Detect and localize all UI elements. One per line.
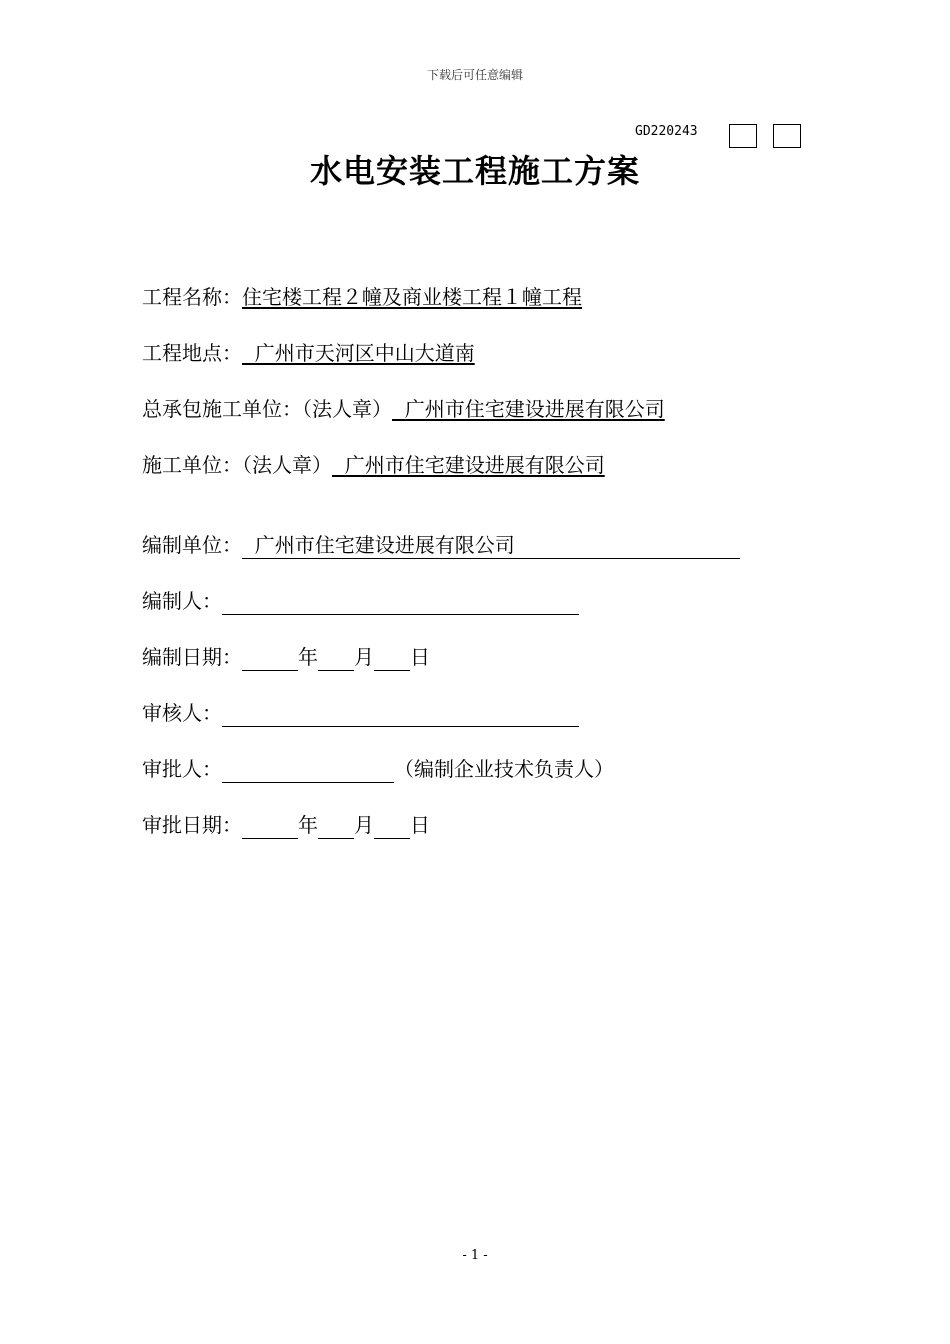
year-label: 年	[298, 645, 318, 669]
compiler-label: 编制人：	[142, 589, 222, 613]
contractor-row	[142, 451, 605, 479]
day-label: 日	[410, 813, 430, 837]
approver-note: （编制企业技术负责人）	[394, 757, 614, 781]
day-label: 日	[410, 645, 430, 669]
compile-date-label: 编制日期：	[142, 645, 242, 669]
compiler-blank[interactable]	[222, 592, 579, 615]
compile-month-blank[interactable]	[318, 648, 354, 671]
location-value: 广州市天河区中山大道南	[242, 341, 475, 365]
approve-date-row	[142, 811, 430, 839]
approve-year-blank[interactable]	[242, 816, 298, 839]
approve-date-label: 审批日期：	[142, 813, 242, 837]
document-code: GD220243	[635, 124, 698, 139]
project-name-value: 住宅楼工程２幢及商业楼工程１幢工程	[242, 285, 582, 309]
approver-blank[interactable]	[222, 760, 394, 783]
location-row	[142, 339, 475, 367]
month-label: 月	[354, 813, 374, 837]
contractor-label: 施工单位：（法人章）	[142, 453, 332, 477]
general-contractor-value: 广州市住宅建设进展有限公司	[392, 397, 665, 421]
compiler-unit-label: 编制单位：	[142, 533, 242, 557]
compiler-unit-value: 广州市住宅建设进展有限公司	[242, 532, 740, 559]
approve-month-blank[interactable]	[318, 816, 354, 839]
contractor-value: 广州市住宅建设进展有限公司	[332, 453, 605, 477]
approver-row	[142, 755, 614, 783]
checkbox-2[interactable]	[773, 124, 801, 148]
month-label: 月	[354, 645, 374, 669]
approve-day-blank[interactable]	[374, 816, 410, 839]
compiler-row	[142, 587, 579, 615]
year-label: 年	[298, 813, 318, 837]
compiler-unit-row	[142, 531, 740, 559]
page-number: - 1 -	[462, 1248, 488, 1263]
header-note: 下载后可任意编辑	[426, 68, 523, 82]
reviewer-blank[interactable]	[222, 704, 579, 727]
compile-day-blank[interactable]	[374, 648, 410, 671]
location-label: 工程地点：	[142, 341, 242, 365]
general-contractor-label: 总承包施工单位：（法人章）	[142, 397, 392, 421]
general-contractor-row	[142, 395, 665, 423]
document-title: 水电安装工程施工方案	[309, 152, 640, 190]
reviewer-label: 审核人：	[142, 701, 222, 725]
project-name-row	[142, 283, 582, 311]
approver-label: 审批人：	[142, 757, 222, 781]
compile-year-blank[interactable]	[242, 648, 298, 671]
checkbox-1[interactable]	[729, 124, 757, 148]
compile-date-row	[142, 643, 430, 671]
reviewer-row	[142, 699, 579, 727]
project-name-label: 工程名称：	[142, 285, 242, 309]
